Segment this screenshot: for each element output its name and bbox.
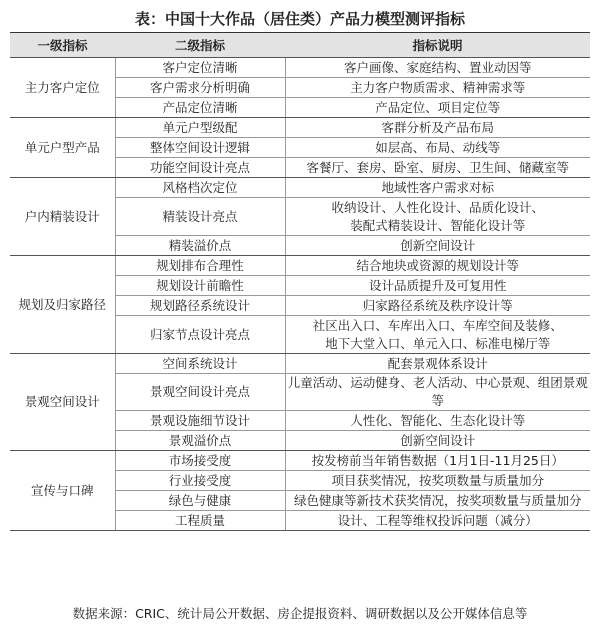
indicator-description: 项目获奖情况，按奖项数量与质量加分: [285, 471, 590, 491]
indicator-description: 配套景观体系设计: [285, 354, 590, 374]
indicator-description: 如层高、布局、动线等: [285, 138, 590, 158]
table-row: [10, 58, 590, 78]
level1-indicator: 宣传与口碑: [10, 451, 115, 531]
header-level2: 二级指标: [115, 33, 285, 58]
table-header-row: [10, 33, 590, 58]
level1-indicator: 主力客户定位: [10, 58, 115, 118]
indicator-description: 结合地块或资源的规划设计等: [285, 256, 590, 276]
level2-indicator: 单元户型级配: [115, 118, 285, 138]
indicator-description: 儿童活动、运动健身、老人活动、中心景观、组团景观等: [285, 374, 590, 411]
level2-indicator: 归家节点设计亮点: [115, 316, 285, 354]
level2-indicator: 市场接受度: [115, 451, 285, 471]
level2-indicator: 工程质量: [115, 511, 285, 531]
indicator-description: 设计品质提升及可复用性: [285, 276, 590, 296]
level2-indicator: 空间系统设计: [115, 354, 285, 374]
indicator-description: 客群分析及产品布局: [285, 118, 590, 138]
level2-indicator: 功能空间设计亮点: [115, 158, 285, 178]
indicator-description: 产品定位、项目定位等: [285, 98, 590, 118]
indicator-description: 客户画像、家庭结构、置业动因等: [285, 58, 590, 78]
indicator-description: 社区出入口、车库出入口、车库空间及装修、 地下大堂入口、单元入口、标准电梯厅等: [285, 316, 590, 354]
indicator-description: 设计、工程等维权投诉问题（减分）: [285, 511, 590, 531]
level2-indicator: 客户定位清晰: [115, 58, 285, 78]
level2-indicator: 产品定位清晰: [115, 98, 285, 118]
table-row: [10, 354, 590, 374]
level2-indicator: 客户需求分析明确: [115, 78, 285, 98]
level2-indicator: 精装溢价点: [115, 236, 285, 256]
level2-indicator: 规划设计前瞻性: [115, 276, 285, 296]
table-title: 表：中国十大作品（居住类）产品力模型测评指标: [134, 10, 465, 28]
level2-indicator: 规划排布合理性: [115, 256, 285, 276]
level1-indicator: 景观空间设计: [10, 354, 115, 451]
indicator-description: 绿色健康等新技术获奖情况，按奖项数量与质量加分: [285, 491, 590, 511]
level1-indicator: 规划及归家路径: [10, 256, 115, 354]
indicator-description: 客餐厅、套房、卧室、厨房、卫生间、储藏室等: [285, 158, 590, 178]
table-row: [10, 118, 590, 138]
indicator-description: 人性化、智能化、生态化设计等: [285, 411, 590, 431]
level1-indicator: 户内精装设计: [10, 178, 115, 256]
table-row: [10, 451, 590, 471]
indicator-description: 归家路径系统及秩序设计等: [285, 296, 590, 316]
indicator-description: 创新空间设计: [285, 236, 590, 256]
indicator-description: 地域性客户需求对标: [285, 178, 590, 198]
level2-indicator: 整体空间设计逻辑: [115, 138, 285, 158]
indicator-table: [10, 32, 590, 531]
level2-indicator: 精装设计亮点: [115, 198, 285, 236]
indicator-description: 收纳设计、人性化设计、品质化设计、 装配式精装设计、智能化设计等: [285, 198, 590, 236]
level2-indicator: 规划路径系统设计: [115, 296, 285, 316]
indicator-description: 按发榜前当年销售数据（1月1日-11月25日）: [285, 451, 590, 471]
indicator-description: 创新空间设计: [285, 431, 590, 451]
level2-indicator: 绿色与健康: [115, 491, 285, 511]
level2-indicator: 景观设施细节设计: [115, 411, 285, 431]
table-body: [10, 58, 590, 531]
level1-indicator: 单元户型产品: [10, 118, 115, 178]
level2-indicator: 景观溢价点: [115, 431, 285, 451]
level2-indicator: 行业接受度: [115, 471, 285, 491]
data-source-note: 数据来源：CRIC、统计局公开数据、房企提报资料、调研数据以及公开媒体信息等: [72, 606, 528, 621]
table-row: [10, 256, 590, 276]
header-level1: 一级指标: [10, 33, 115, 58]
table-row: [10, 178, 590, 198]
level2-indicator: 景观空间设计亮点: [115, 374, 285, 411]
indicator-description: 主力客户物质需求、精神需求等: [285, 78, 590, 98]
header-description: 指标说明: [285, 33, 590, 58]
level2-indicator: 风格档次定位: [115, 178, 285, 198]
